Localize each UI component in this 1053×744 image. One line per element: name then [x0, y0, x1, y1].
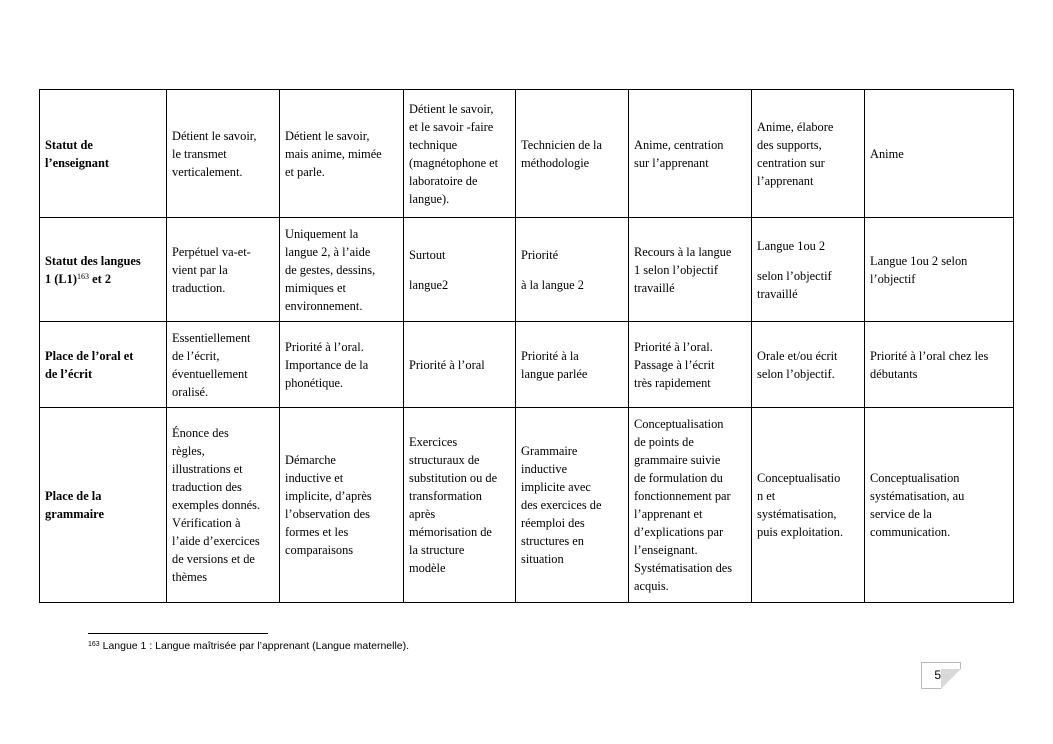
table-row — [40, 408, 1014, 603]
cell-line: méthodologie — [521, 155, 590, 170]
cell-line: des supports, — [757, 137, 822, 152]
cell-line: Uniquement la — [285, 226, 359, 241]
cell-line: travaillé — [634, 280, 675, 295]
cell-line: (magnétophone et — [409, 155, 499, 170]
cell-line: thèmes — [172, 570, 208, 584]
cell-line: l’aide d’exercices — [172, 534, 260, 548]
cell-line: d’explications par — [634, 525, 724, 539]
cell-line: Passage à l’écrit — [634, 357, 715, 372]
cell-line: grammaire suivie — [634, 453, 721, 467]
cell-line: structuraux de — [409, 453, 480, 467]
table-cell — [752, 90, 865, 218]
cell-line: vient par la — [172, 262, 228, 277]
cell-line: selon l’objectif — [757, 268, 832, 283]
cell-line: implicite avec — [521, 480, 591, 494]
cell-line — [757, 255, 859, 267]
cell-line — [521, 264, 623, 276]
table-cell — [280, 90, 404, 218]
cell-line: Priorité à l’oral. — [634, 339, 713, 354]
cell-line: centration sur — [757, 155, 825, 170]
table-cell — [865, 90, 1014, 218]
cell-line: transformation — [409, 489, 482, 503]
cell-line: règles, — [172, 444, 205, 458]
table-row — [40, 218, 1014, 322]
table-row — [40, 322, 1014, 408]
row-header — [40, 90, 167, 218]
cell-line: l’apprenant et — [634, 507, 703, 521]
cell-line: Place de la — [45, 489, 102, 503]
page-corner-fold — [941, 669, 961, 689]
cell-line: Langue 1ou 2 — [757, 238, 826, 253]
cell-line: environnement. — [285, 298, 363, 313]
cell-line: Conceptualisation — [634, 417, 724, 431]
cell-line: service de la — [870, 507, 932, 521]
cell-line: formes et les — [285, 525, 349, 539]
table-cell — [865, 322, 1014, 408]
cell-line: Vérification à — [172, 516, 241, 530]
cell-line: Perpétuel va-et- — [172, 244, 251, 259]
cell-line: l’enseignant — [45, 155, 110, 170]
table-cell — [752, 218, 865, 322]
cell-line: substitution ou de — [409, 471, 498, 485]
cell-line: langue). — [409, 191, 450, 206]
footnote-rule — [88, 633, 268, 634]
cell-line: grammaire — [45, 507, 104, 521]
footnote-text: Langue 1 : Langue maîtrisée par l’apprenant (Langue maternelle). — [99, 640, 410, 652]
cell-line: réemploi des — [521, 516, 585, 530]
cell-line: de gestes, dessins, — [285, 262, 376, 277]
cell-line: débutants — [870, 366, 918, 381]
cell-line: puis exploitation. — [757, 525, 844, 539]
cell-line: phonétique. — [285, 375, 344, 390]
cell-line: Orale et/ou écrit — [757, 348, 838, 363]
row-header — [40, 218, 167, 322]
cell-line: laboratoire de — [409, 173, 478, 188]
cell-line: de points de — [634, 435, 694, 449]
cell-line: des exercices de — [521, 498, 602, 512]
cell-line: de formulation du — [634, 471, 723, 485]
table-cell — [516, 322, 629, 408]
cell-line: Priorité à la — [521, 348, 579, 363]
cell-line: communication. — [870, 525, 951, 539]
cell-line: 1 selon l’objectif — [634, 262, 718, 277]
cell-line: de l’écrit, — [172, 348, 220, 363]
footnote-number: 163 — [88, 641, 100, 648]
table-cell — [629, 322, 752, 408]
cell-line: Recours à la langue — [634, 244, 732, 259]
table-row — [40, 90, 1014, 218]
page-number: 57 — [934, 668, 948, 682]
table-cell — [280, 322, 404, 408]
table-cell — [752, 322, 865, 408]
cell-line: langue2 — [409, 277, 449, 292]
cell-line: situation — [521, 552, 564, 566]
cell-line: langue parlée — [521, 366, 588, 381]
footnote-reference: 163 — [77, 271, 90, 281]
cell-line: inductive — [521, 462, 568, 476]
cell-line: et parle. — [285, 164, 325, 179]
cell-line: l’apprenant — [757, 173, 814, 188]
table-cell — [404, 322, 516, 408]
cell-line: la structure — [409, 543, 465, 557]
cell-line: Conceptualisation — [870, 471, 960, 485]
footnote — [88, 640, 409, 652]
cell-line: l’objectif — [870, 271, 916, 286]
cell-line: structures en — [521, 534, 584, 548]
cell-line: selon l’objectif. — [757, 366, 835, 381]
cell-line: modèle — [409, 561, 446, 575]
cell-line: verticalement. — [172, 164, 243, 179]
comparison-table — [39, 89, 1014, 603]
table-cell — [865, 218, 1014, 322]
row-header — [40, 408, 167, 603]
cell-line: mimiques et — [285, 280, 346, 295]
table-cell — [865, 408, 1014, 603]
cell-line: mémorisation de — [409, 525, 492, 539]
table-cell — [629, 218, 752, 322]
table-cell — [516, 408, 629, 603]
cell-line: traduction des — [172, 480, 242, 494]
cell-line: Systématisation des — [634, 561, 733, 575]
table-cell — [167, 408, 280, 603]
table-cell — [167, 90, 280, 218]
cell-line: de versions et de — [172, 552, 255, 566]
cell-line: Priorité — [521, 247, 559, 262]
cell-line: implicite, d’après — [285, 489, 372, 503]
cell-line: Statut de — [45, 137, 93, 152]
cell-line: Détient le savoir, — [172, 128, 257, 143]
table-cell — [629, 408, 752, 603]
cell-line: sur l’apprenant — [634, 155, 709, 170]
cell-line: Priorité à l’oral chez les — [870, 348, 989, 363]
cell-line: l’enseignant. — [634, 543, 698, 557]
cell-line: langue 2, à l’aide — [285, 244, 371, 259]
cell-line: illustrations et — [172, 462, 243, 476]
cell-line: Priorité à l’oral — [409, 357, 485, 372]
cell-line: Démarche — [285, 453, 336, 467]
table-cell — [280, 218, 404, 322]
cell-line: comparaisons — [285, 543, 354, 557]
cell-line: traduction. — [172, 280, 226, 295]
row-header-part: 1 (L1) — [45, 271, 78, 286]
cell-line: fonctionnement par — [634, 489, 731, 503]
cell-line: Exercices — [409, 435, 458, 449]
cell-line: Grammaire — [521, 444, 578, 458]
cell-line: très rapidement — [634, 375, 711, 390]
cell-line: exemples donnés. — [172, 498, 261, 512]
table-cell — [167, 218, 280, 322]
cell-line: oralisé. — [172, 384, 209, 399]
row-header-line: Statut des langues — [45, 253, 141, 268]
cell-line: éventuellement — [172, 366, 248, 381]
row-header-tail: et 2 — [89, 271, 112, 286]
cell-line: Technicien de la — [521, 137, 603, 152]
cell-line: technique — [409, 137, 458, 152]
cell-line — [409, 264, 510, 276]
cell-line: de l’écrit — [45, 366, 93, 381]
cell-line: mais anime, mimée — [285, 146, 382, 161]
cell-line: systématisation, — [757, 507, 837, 521]
page-number-box — [921, 662, 961, 689]
cell-line: Énonce des — [172, 426, 229, 440]
table-cell — [404, 218, 516, 322]
cell-line: systématisation, au — [870, 489, 965, 503]
cell-line: Anime, centration — [634, 137, 724, 152]
cell-line: travaillé — [757, 286, 798, 301]
cell-line: Surtout — [409, 247, 446, 262]
cell-line: inductive et — [285, 471, 344, 485]
cell-line: Langue 1ou 2 selon — [870, 253, 968, 268]
table-cell — [629, 90, 752, 218]
cell-line: Conceptualisatio — [757, 471, 841, 485]
table-cell — [280, 408, 404, 603]
table-cell — [167, 322, 280, 408]
cell-line: Anime, élabore — [757, 119, 834, 134]
table-cell — [516, 90, 629, 218]
cell-line: après — [409, 507, 436, 521]
row-header — [40, 322, 167, 408]
cell-line: Priorité à l’oral. — [285, 339, 364, 354]
cell-line: Détient le savoir, — [409, 101, 494, 116]
cell-line: Anime — [870, 146, 904, 161]
cell-line: et le savoir -faire — [409, 119, 494, 134]
cell-line: le transmet — [172, 146, 227, 161]
cell-line: à la langue 2 — [521, 277, 584, 292]
cell-line: n et — [757, 489, 776, 503]
cell-line: Détient le savoir, — [285, 128, 370, 143]
table-cell — [752, 408, 865, 603]
cell-line: l’observation des — [285, 507, 370, 521]
cell-line: Importance de la — [285, 357, 369, 372]
table-cell — [404, 90, 516, 218]
row-header-line — [45, 270, 161, 288]
table-cell — [516, 218, 629, 322]
table-cell — [404, 408, 516, 603]
cell-line: Essentiellement — [172, 330, 251, 345]
cell-line: acquis. — [634, 579, 669, 593]
cell-line: Place de l’oral et — [45, 348, 134, 363]
